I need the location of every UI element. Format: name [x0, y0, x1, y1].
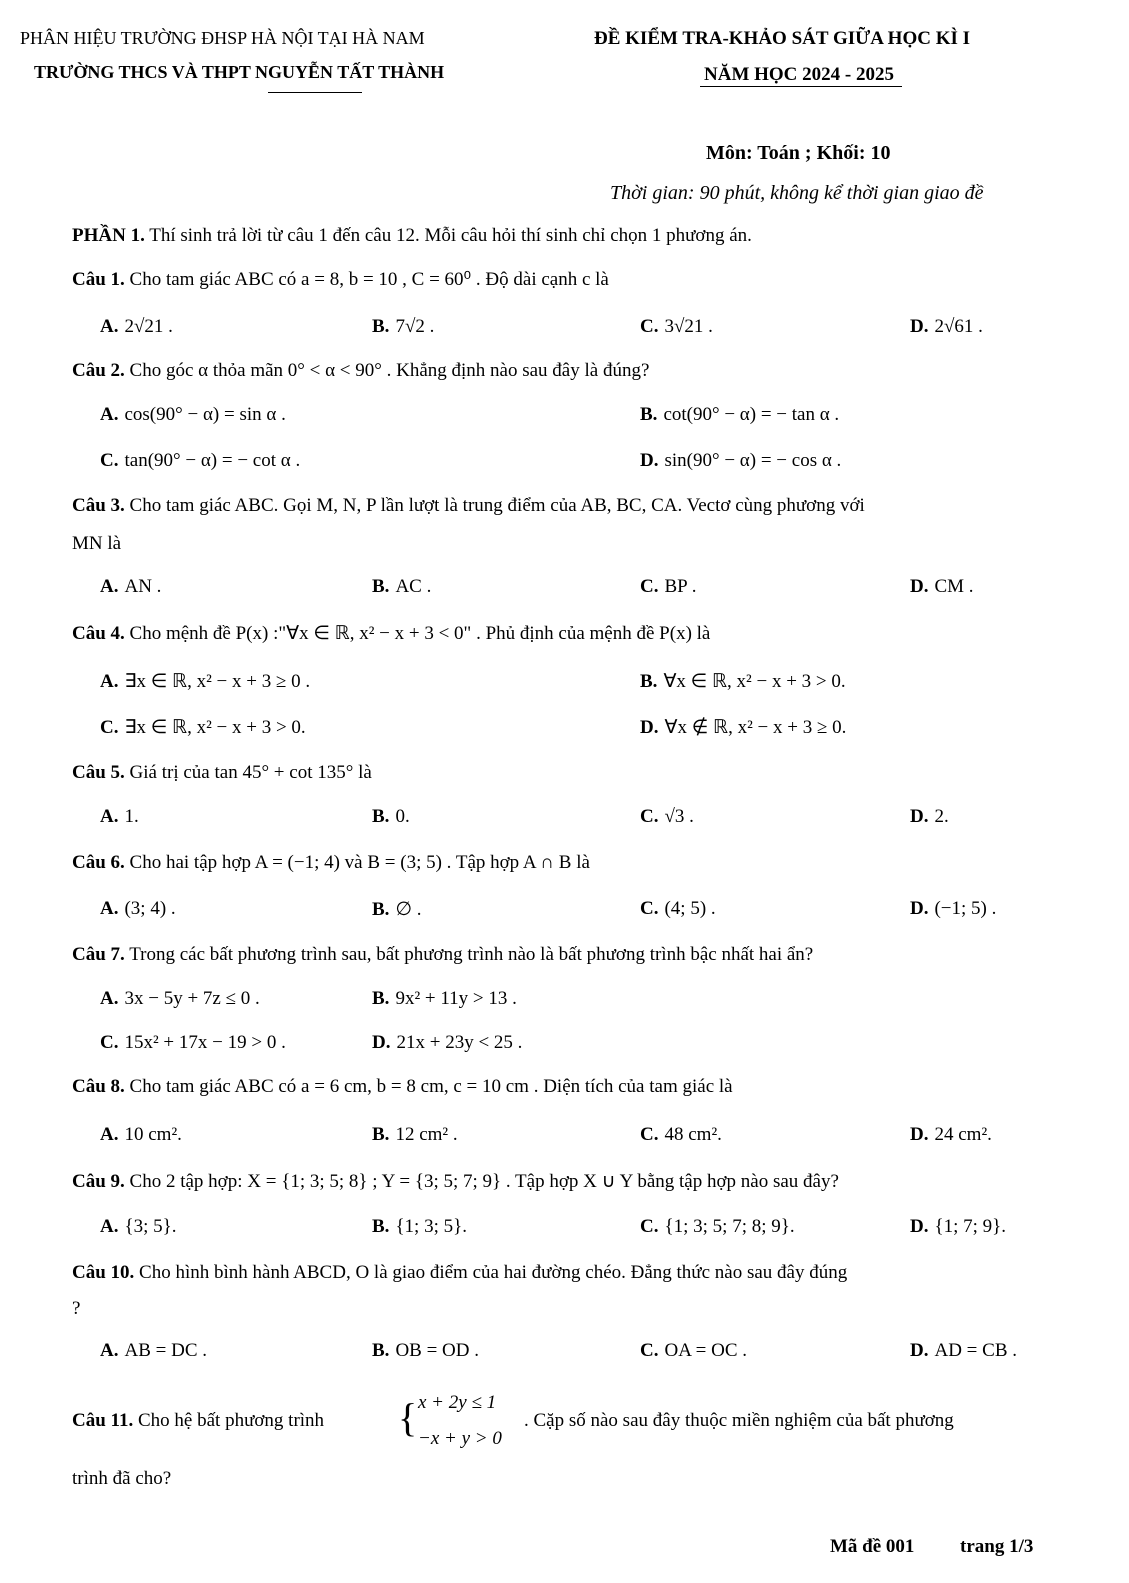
- option-b: B. 7√2 .: [372, 316, 435, 337]
- question-text: Cho 2 tập hợp: X = {1; 3; 5; 8} ; Y = {3; 5; 7; 9} . Tập hợp X ∪ Y bằng tập hợp nào sau đây?: [129, 1171, 839, 1192]
- option-a: A. (3; 4) .: [100, 898, 176, 919]
- question-6: [72, 852, 590, 874]
- option-d: D. {1; 7; 9}.: [910, 1216, 1007, 1237]
- option-b: B. 9x² + 11y > 13 .: [372, 988, 517, 1009]
- question-text: Cho góc α thỏa mãn 0° < α < 90° . Khẳng định nào sau đây là đúng?: [129, 360, 650, 381]
- question-text: Trong các bất phương trình sau, bất phương trình nào là bất phương trình bậc nhất hai ẩn?: [129, 944, 814, 965]
- question-11-continued: trình đã cho?: [72, 1468, 172, 1489]
- question-text: Cho hệ bất phương trình: [138, 1410, 325, 1431]
- question-1: [72, 268, 609, 291]
- question-8: [72, 1076, 733, 1098]
- question-text: Cho tam giác ABC có a = 8, b = 10 , C = 60⁰ . Độ dài cạnh c là: [129, 269, 609, 290]
- question-4: [72, 622, 710, 645]
- question-label: Câu 11.: [72, 1410, 134, 1431]
- option-d: D. CM .: [910, 576, 974, 597]
- question-5: [72, 762, 372, 784]
- system-line-2: −x + y > 0: [418, 1428, 502, 1449]
- option-d: D. AD = CB .: [910, 1340, 1017, 1361]
- option-c: C. BP .: [640, 576, 697, 597]
- question-text: Cho tam giác ABC có a = 6 cm, b = 8 cm, c = 10 cm . Diện tích của tam giác là: [129, 1076, 733, 1097]
- option-c: C. √3 .: [640, 806, 694, 827]
- question-text: Cho tam giác ABC. Gọi M, N, P lần lượt là trung điểm của AB, BC, CA. Vectơ cùng phương với: [129, 495, 865, 516]
- part1-text: Thí sinh trả lời từ câu 1 đến câu 12. Mỗi câu hỏi thí sinh chỉ chọn 1 phương án.: [149, 225, 752, 246]
- option-b: B. AC .: [372, 576, 432, 597]
- option-b: B. ∀x ∈ ℝ, x² − x + 3 > 0.: [640, 671, 846, 692]
- exam-code: Mã đề 001: [830, 1536, 915, 1557]
- question-label: Câu 5.: [72, 762, 125, 783]
- option-a: A. {3; 5}.: [100, 1216, 177, 1237]
- option-c: C. ∃x ∈ ℝ, x² − x + 3 > 0.: [100, 717, 306, 738]
- question-9: [72, 1170, 839, 1193]
- question-11-text-after: . Cặp số nào sau đây thuộc miền nghiệm của bất phương: [524, 1410, 954, 1431]
- option-b: B. {1; 3; 5}.: [372, 1216, 467, 1237]
- option-d: D. sin(90° − α) = − cos α .: [640, 450, 842, 471]
- question-label: Câu 1.: [72, 269, 125, 290]
- header-divider: [268, 92, 362, 93]
- option-c: C. 15x² + 17x − 19 > 0 .: [100, 1032, 286, 1053]
- option-a: A. 3x − 5y + 7z ≤ 0 .: [100, 988, 260, 1009]
- option-d: D. 2.: [910, 806, 949, 827]
- question-7: [72, 944, 813, 966]
- option-a: A. AN .: [100, 576, 162, 597]
- subject-line: Môn: Toán ; Khối: 10: [706, 142, 891, 164]
- question-11: [72, 1410, 324, 1432]
- option-d: D. ∀x ∉ ℝ, x² − x + 3 ≥ 0.: [640, 717, 847, 738]
- option-b: B. 0.: [372, 806, 410, 827]
- option-d: D. 2√61 .: [910, 316, 983, 337]
- option-c: C. 3√21 .: [640, 316, 713, 337]
- option-d: D. (−1; 5) .: [910, 898, 997, 919]
- school-name-line1: PHÂN HIỆU TRƯỜNG ĐHSP HÀ NỘI TẠI HÀ NAM: [20, 28, 425, 48]
- part1-instruction: [72, 225, 752, 247]
- question-label: Câu 3.: [72, 495, 125, 516]
- option-a: A. 10 cm².: [100, 1124, 182, 1145]
- option-b: B. OB = OD .: [372, 1340, 479, 1361]
- option-c: C. 48 cm².: [640, 1124, 722, 1145]
- option-b: B. cot(90° − α) = − tan α .: [640, 404, 840, 425]
- option-c: C. tan(90° − α) = − cot α .: [100, 450, 301, 471]
- option-c: C. (4; 5) .: [640, 898, 716, 919]
- option-b: B. ∅ .: [372, 899, 422, 920]
- option-c: C. OA = OC .: [640, 1340, 747, 1361]
- question-2: [72, 360, 649, 382]
- question-10-continued: ?: [72, 1298, 81, 1319]
- question-label: Câu 6.: [72, 852, 125, 873]
- page-number: trang 1/3: [960, 1536, 1034, 1557]
- question-label: Câu 10.: [72, 1262, 135, 1283]
- option-d: D. 24 cm².: [910, 1124, 992, 1145]
- option-a: A. 1.: [100, 806, 139, 827]
- option-b: B. 12 cm² .: [372, 1124, 458, 1145]
- option-a: A. cos(90° − α) = sin α .: [100, 404, 286, 425]
- system-line-1: x + 2y ≤ 1: [418, 1392, 497, 1413]
- question-text: Cho hình bình hành ABCD, O là giao điểm của hai đường chéo. Đẳng thức nào sau đây đúng: [139, 1262, 848, 1283]
- option-a: A. ∃x ∈ ℝ, x² − x + 3 ≥ 0 .: [100, 671, 311, 692]
- question-label: Câu 8.: [72, 1076, 125, 1097]
- school-year: NĂM HỌC 2024 - 2025: [700, 64, 902, 87]
- question-label: Câu 4.: [72, 623, 125, 644]
- question-text: Cho mệnh đề P(x) :"∀x ∈ ℝ, x² − x + 3 < 0" . Phủ định của mệnh đề P(x) là: [129, 623, 711, 644]
- option-a: A. 2√21 .: [100, 316, 173, 337]
- option-c: C. {1; 3; 5; 7; 8; 9}.: [640, 1216, 795, 1237]
- part1-label: PHẦN 1.: [72, 225, 145, 246]
- question-3: [72, 495, 865, 517]
- question-label: Câu 7.: [72, 944, 125, 965]
- question-label: Câu 9.: [72, 1171, 125, 1192]
- time-line: Thời gian: 90 phút, không kể thời gian giao đề: [610, 182, 984, 204]
- question-10: [72, 1262, 847, 1284]
- question-text: Cho hai tập hợp A = (−1; 4) và B = (3; 5) . Tập hợp A ∩ B là: [129, 852, 590, 873]
- question-label: Câu 2.: [72, 360, 125, 381]
- question-text: Giá trị của tan 45° + cot 135° là: [129, 762, 372, 783]
- school-name-line2: TRƯỜNG THCS VÀ THPT NGUYỄN TẤT THÀNH: [34, 62, 445, 82]
- system-brace: {: [398, 1395, 418, 1440]
- exam-title: ĐỀ KIỂM TRA-KHẢO SÁT GIỮA HỌC KÌ I: [594, 28, 971, 49]
- option-a: A. AB = DC .: [100, 1340, 207, 1361]
- question-3-continued: MN là: [72, 533, 122, 554]
- option-d: D. 21x + 23y < 25 .: [372, 1032, 523, 1053]
